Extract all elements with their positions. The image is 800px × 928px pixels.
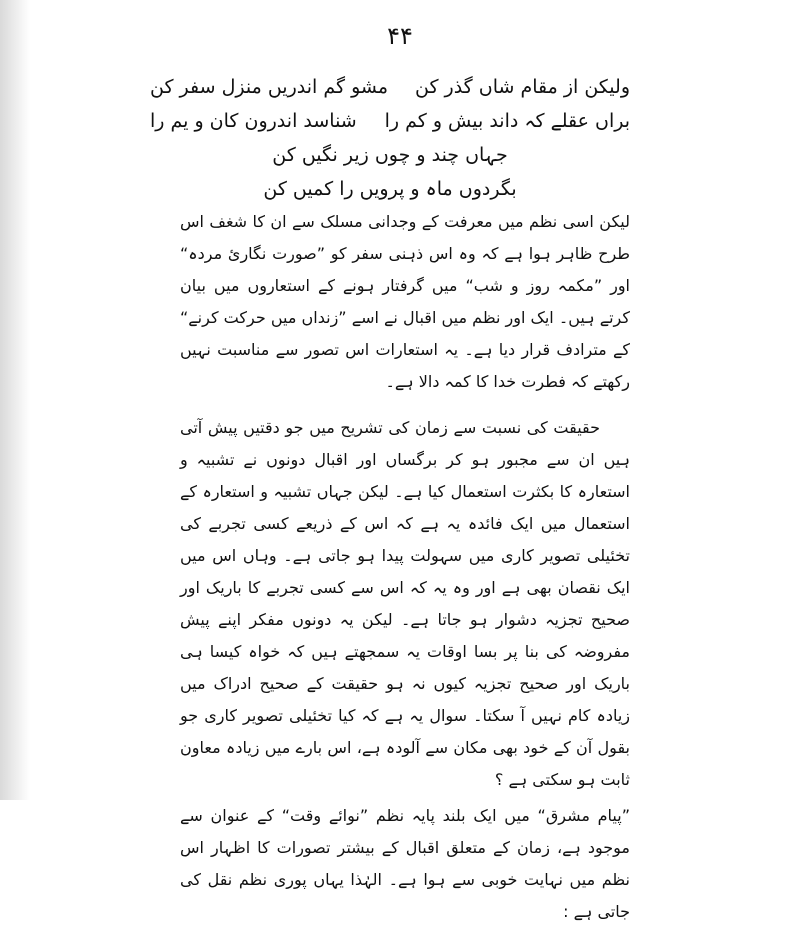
verse-row bbox=[150, 104, 630, 138]
page-number: ۴۴ bbox=[387, 22, 413, 50]
paragraph: ”پیام مشرق“ میں ایک بلند پایہ نظم ”نوائے وقت“ کے عنوان سے موجود ہے، زمان کے متعلق اقبال کے بیشتر تصورات کا اظہار اس نظم میں نہایت خوبی سے ہوا ہے۔ الہٰذا یہاں پوری نظم نقل کی جاتی ہے : bbox=[180, 806, 630, 921]
page-edge-shadow bbox=[0, 0, 30, 800]
persian-verse bbox=[150, 70, 630, 206]
verse-line: شناسد اندرون کان و یم را bbox=[150, 110, 357, 132]
verse-line: براں عقلے کہ داند بیش و کم را bbox=[384, 110, 630, 132]
paragraph: لیکن اسی نظم میں معرفت کے وجدانی مسلک سے ان کا شغف اس طرح ظاہر ہوا ہے کہ وہ اس ذہنی سفر کو ”صورت نگاریٔ مردہ“ اور ”مکمہ روز و شب“ میں گرفتار ہونے کے استعاروں میں بیان کرتے ہیں۔ ایک اور نظم میں اقبال نے اسے ”زنداں میں حرکت کرنے“ کے مترادف قرار دیا ہے۔ یہ استعارات اس تصور سے مناسبت نہیں رکھتے کہ فطرت خدا کا کمہ دالا ہے۔ bbox=[180, 212, 630, 391]
verse-line: جہاں چند و چوں زیر نگیں کن bbox=[272, 144, 508, 166]
verse-line: ولیکن از مقام شاں گذر کن bbox=[414, 76, 630, 98]
verse-row bbox=[150, 138, 630, 172]
verse-line: بگردوں ماہ و پرویں را کمیں کن bbox=[263, 178, 517, 200]
prose-body bbox=[180, 206, 630, 928]
verse-row bbox=[150, 172, 630, 206]
verse-row bbox=[150, 70, 630, 104]
verse-line: مشو گم اندریں منزل سفر کن bbox=[150, 76, 389, 98]
paragraph: حقیقت کی نسبت سے زمان کی تشریح میں جو دقتیں پیش آتی ہیں ان سے مجبور ہو کر برگساں اور اقبال دونوں نے تشبیہ و استعارہ کا بکثرت استعمال کیا ہے۔ لیکن جہاں تشبیہ و استعارہ کے استعمال میں ایک فائدہ یہ ہے کہ اس کے ذریعے کسی تجربے کی تخئیلی تصویر کاری میں سہولت پیدا ہو جاتی ہے۔ وہاں اس میں ایک نقصان بھی ہے اور وہ یہ کہ اس سے کسی تجربے کا باریک اور صحیح تجزیہ دشوار ہو جاتا ہے۔ لیکن یہ دونوں مفکر اپنے پیش مفروضہ کی بنا پر بسا اوقات یہ سمجھتے ہیں کہ خواہ کیسا ہی باریک اور صحیح تجزیہ کیوں نہ ہو حقیقت کے صحیح ادراک میں زیادہ کام نہیں آ سکتا۔ سوال یہ ہے کہ کیا تخئیلی تصویر کاری جو بقول آن کے خود بھی مکان سے آلودہ ہے، اس بارے میں زیادہ معاون ثابت ہو سکتی ہے ؟ bbox=[180, 418, 630, 789]
